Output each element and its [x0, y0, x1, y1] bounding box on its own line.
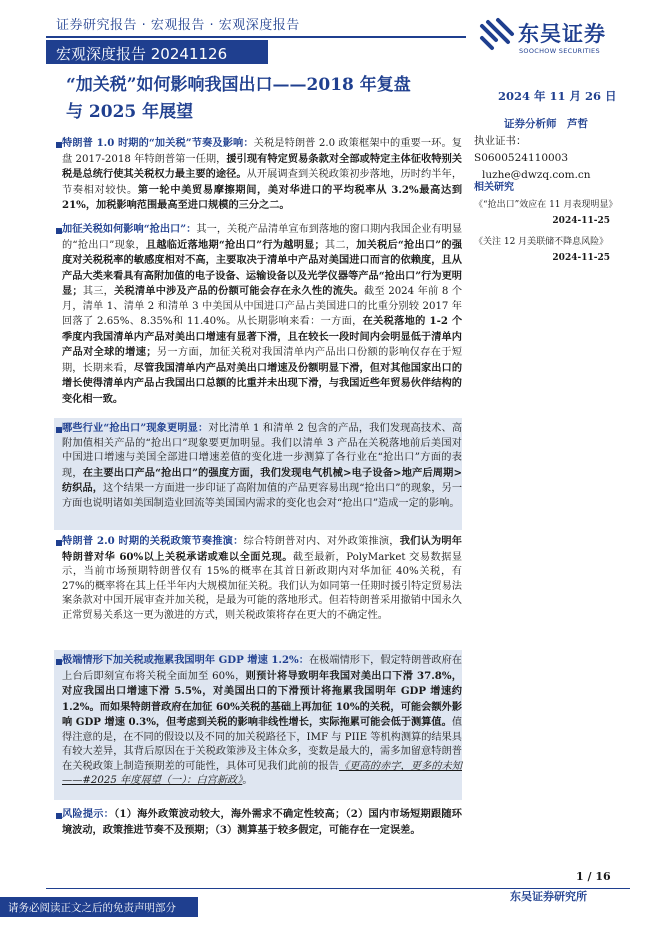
related-heading: 相关研究	[474, 182, 514, 193]
paragraph-text: 综合特朗普对内、对外政策推演，	[243, 536, 400, 547]
summary-paragraph	[62, 136, 462, 214]
paragraph-text: 从开展调查到关税政策初步落地，历时约半年，节奏相对较快。	[62, 169, 463, 196]
related-item-title[interactable]: 《关注 12 月美联储不降息风险》	[474, 237, 609, 247]
analyst-cert: 执业证书：S0600524110003	[474, 135, 569, 164]
paragraph-lead: 风险提示：	[62, 808, 115, 820]
summary-paragraph	[62, 653, 462, 789]
paragraph-lead: 加征关税如何影响“抢出口”：	[62, 223, 197, 235]
paragraph-bold: （1）海外政策波动较大，海外需求不确定性较高；（2）国内市场短期跟随环境波动，政策推进节奏不及预期；（3）测算基于较多假定，可能存在一定误差。	[62, 808, 462, 836]
summary-paragraph	[62, 421, 462, 511]
report-link[interactable]: 《更高的赤字，更多的未知——#2025 年度展望（一）：白宫新政》	[62, 760, 462, 786]
paragraph-text: 其一，关税产品清单宣布到落地的窗口期内我国企业有明显的“抢出口”现象，	[62, 224, 463, 251]
paragraph-bold: 在关税落地的 1-2 个季度内我国清单内产品对美出口增速有显著下滑，且在较长一段时间内会明显低于清单内产品对全球的增速；	[62, 315, 463, 358]
paragraph-lead: 特朗普 2.0 时期的关税政策节奏推演：	[62, 535, 244, 547]
paragraph-lead: 极端情形下加关税或拖累我国明年 GDP 增速 1.2%：	[62, 654, 309, 666]
paragraph-text: 其二，	[324, 239, 357, 251]
paragraph-text: 截至 2024 年前 8 个月，清单 1、清单 2 和清单 3 中美国从中国进口产品占美国进口的比重分别较 2017 年回落了 2.65%、8.35%和 11.40%。从长期影响来看：一方面，	[62, 286, 463, 327]
paragraph-text: 另一方面，加征关税对我国清单内产品出口份额的影响仅存在于短期，长期来看，	[62, 347, 463, 374]
paragraph-bold: 第一轮中美贸易摩擦期间，美对华进口的平均税率从 3.2%最高达到 21%，加税影响范围最高至进口规模的三分之二。	[62, 183, 463, 211]
paragraph-bold: 援引现有特定贸易条款对全部或特定主体征收特别关税是总统行使其关税权力最主要的途径。	[62, 152, 462, 180]
paragraph-lead: 哪些行业“抢出口”现象更明显：	[62, 422, 209, 434]
institute-name: 东吴证券研究所	[510, 890, 587, 903]
paragraph-bold: 加关税后“抢出口”的强度对关税税率的敏感度相对不高，主要取决于清单中产品对美国进口而言的依赖度，且从产品大类来看具有高附加值的电子设备、运输设备以及光学仪器等产品“抢出口”行为更明显；	[62, 238, 463, 297]
paragraph-bold: 在主要出口产品“抢出口”的强度方面，我们发现电气机械>电子设备>地产后周期>纺织品，	[62, 466, 463, 494]
summary-paragraph	[62, 222, 462, 407]
paragraph-text: 对比清单 1 和清单 2 包含的产品，我们发现高技术、高附加值相关产品的“抢出口”现象要更加明显。我们以清单 3 产品在关税落地前后美国对中国进口增速与美国全部进口增速差值的变化进一步测算了各行业在“抢出口”方面的表现，	[62, 423, 463, 479]
company-logo	[478, 14, 628, 62]
paragraph-lead: 特朗普 1.0 时期的“加关税”节奏及影响：	[62, 137, 254, 149]
analyst-email[interactable]: luzhe@dwzq.com.cn	[482, 169, 591, 181]
risk-paragraph	[62, 807, 462, 838]
logo-text: 东吴证券	[518, 22, 606, 46]
analyst-name: 证券分析师 芦哲	[504, 118, 588, 130]
paragraph-bold: 尽管我国清单内产品对美出口增速及份额明显下滑，但对其他国家出口的增长使得清单内产品占我国出口总额的比重并未出现下滑，与我国近些年贸易伙伴结构的变化相一致。	[62, 361, 463, 405]
paragraph-text: 这个结果一方面进一步印证了高附加值的产品更容易出现“抢出口”的现象，另一方面也说明诸如美国制造业回流等美国国内需求的变化也会对“抢出口”造成一定的影响。	[62, 483, 463, 509]
paragraph-text: 在极端情形下，假定特朗普政府在上台后即刻宣布将关税全面加至 60%，	[62, 655, 462, 682]
analyst-info	[470, 116, 620, 184]
paragraph-text: 值得注意的是，在不同的假设以及不同的加关税路径下，IMF 与 PIIE 等机构测算的结果具有较大差异，其背后原因在于关税政策涉及主体众多，变数是最大的，需多加留意特朗普在关税政策上制造预期差的可能性，具体可见我们此前的报告	[62, 717, 462, 772]
logo-subtitle: SOOCHOW SECURITIES	[519, 47, 600, 55]
logo-mark-icon	[478, 16, 516, 56]
report-title: “加关税”如何影响我国出口——2018 年复盘与 2025 年展望	[66, 75, 411, 122]
page-number: 1 / 16	[576, 870, 611, 883]
related-item-title[interactable]: 《“抢出口”效应在 11 月表现明显》	[474, 200, 618, 210]
related-item-date: 2024-11-25	[552, 253, 610, 263]
paragraph-text: 。	[242, 775, 253, 786]
related-item-date: 2024-11-25	[552, 216, 610, 226]
paragraph-text: 截至最新，PolyMarket 交易数据显示，当前市场预期特朗普仅有 15%的概率在其首日新政期内对华加征 40%关税，有 27%的概率将在其上任半年内大规模加征关税。我们认为如同第一任期时援引特定贸易法案条款对中国开展审查并加关税，是最为可能的落地形式。但若特朗普采用撤销中国永久正常贸易关系这一更为激进的方式，则关税政策将存在更大的不确定性。	[62, 551, 463, 621]
paragraph-bold: 则预计将导致明年我国对美出口下滑 37.8%，对应我国出口增速下滑 5.5%，对美国出口的下滑预计将拖累我国明年 GDP 增速约 1.2%。而如果特朗普政府在加征 60%关税的基础上再加征 10%的关税，可能会额外影响 GDP 增速 0.3%，但考虑到关税的影响非线性增长，实际拖累可能会低于测算值。	[62, 669, 462, 728]
paragraph-text: 其三，	[82, 286, 115, 297]
header-divider	[46, 36, 466, 38]
paragraph-bold: 且越临近落地期“抢出口”行为越明显；	[145, 238, 325, 251]
report-date: 2024 年 11 月 26 日	[498, 89, 617, 103]
related-research	[474, 178, 624, 273]
paragraph-bold: 关税清单中涉及产品的份额可能会存在永久性的流失。	[114, 285, 364, 297]
paragraph-bold: 我们认为明年特朗普对华 60%以上关税承诺或难以全面兑现。	[62, 535, 462, 563]
disclaimer-notice: 请务必阅读正文之后的免责声明部分	[0, 897, 198, 917]
summary-paragraph	[62, 534, 462, 623]
report-category: 证券研究报告 · 宏观报告 · 宏观深度报告	[56, 18, 300, 33]
paragraph-text: 关税是特朗普 2.0 政策框架中的重要一环。复盘 2017-2018 年特朗普第一任期，	[62, 138, 462, 165]
report-type-tag: 宏观深度报告 20241126	[46, 40, 268, 64]
